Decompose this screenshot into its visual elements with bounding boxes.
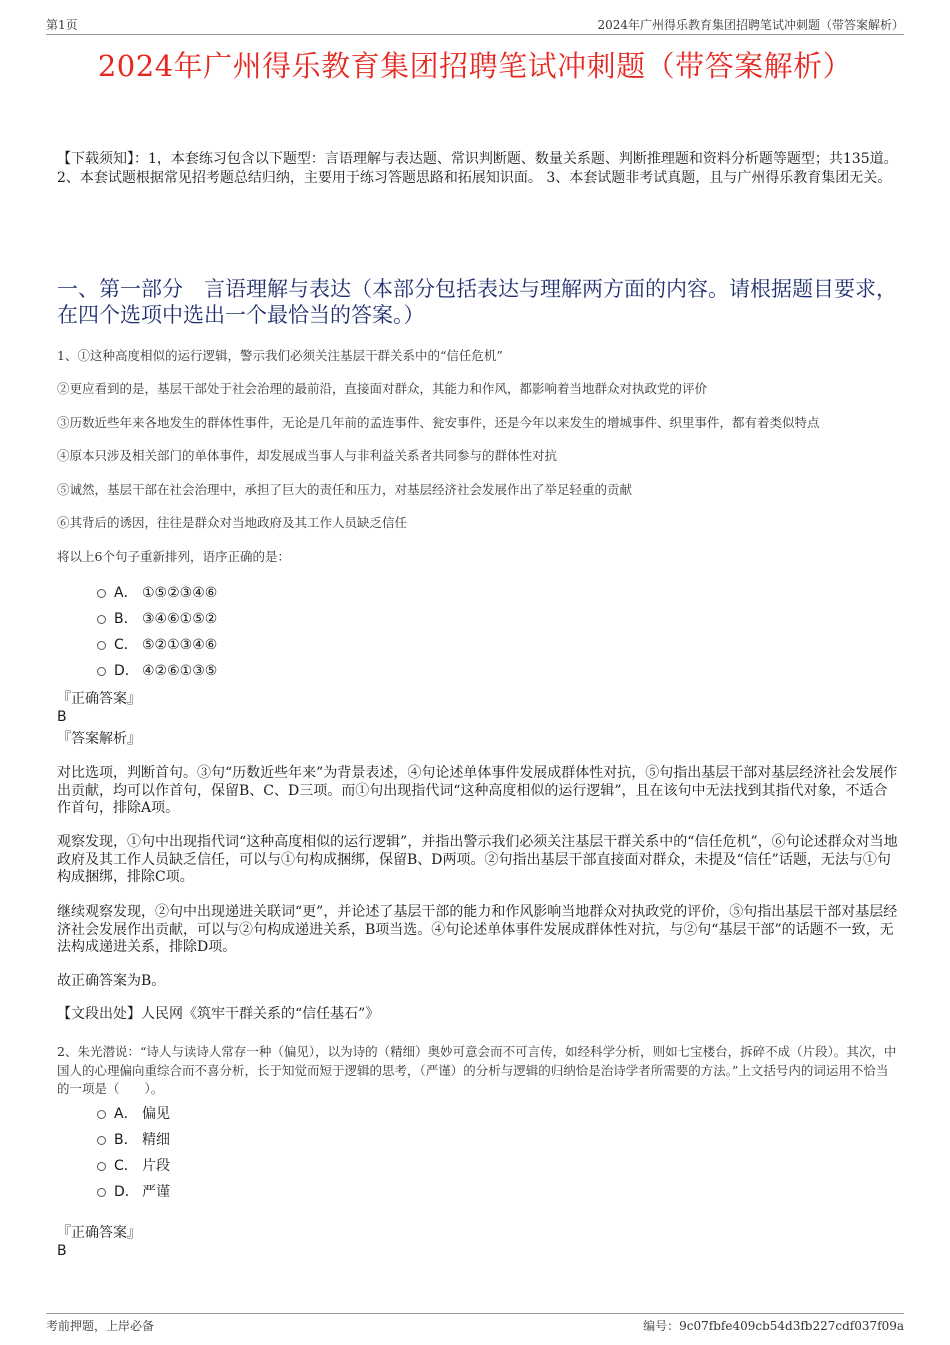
q1-sentence-5: ⑤诚然，基层干部在社会治理中，承担了巨大的责任和压力，对基层经济社会发展作出了举足轻重的贡献 — [57, 482, 633, 497]
footer-document-id: 编号：9c07fbfe409cb54d3fb227cdf037f09a — [643, 1319, 904, 1333]
q1-option-a[interactable]: A． ①⑤②③④⑥ — [97, 583, 217, 603]
q2-answer-label: 『正确答案』 — [57, 1225, 141, 1241]
q1-option-b[interactable]: B． ③④⑥①⑤② — [97, 609, 217, 629]
q1-analysis-p1: 对比选项，判断首句。③句“历数近些年来”为背景表述，④句论述单体事件发展成群体性对抗，⑤句指出基层干部对基层经济社会发展作出贡献，均可以作首句，保留B、C、D三项。而①句出现指代词“这种高度相似的运行逻辑”，且在该句中无法找到其指代对象，不适合作首句，排除A项。 — [57, 765, 898, 816]
q2-answer: B — [57, 1243, 67, 1259]
download-notice: 【下载须知】：1，本套练习包含以下题型：言语理解与表达题、常识判断题、数量关系题、判断推理题和资料分析题等题型；共135道。 2、本套试题根据常见招考题总结归纳，主要用于练习答题思路和拓展知识面。 3、本套试题非考试真题，且与广州得乐教育集团无关。 — [57, 151, 898, 186]
q1-analysis-p2: 观察发现，①句中出现指代词“这种高度相似的运行逻辑”，并指出警示我们必须关注基层干群关系中的“信任危机”，⑥句论述群众对当地政府及其工作人员缺乏信任，可以与①句构成捆绑，保留B、D两项。②句指出基层干部直接面对群众，未提及“信任”话题，无法与①句构成捆绑，排除C项。 — [57, 834, 898, 885]
q1-sentence-1: 1、①这种高度相似的运行逻辑，警示我们必须关注基层干群关系中的“信任危机” — [57, 348, 503, 363]
q1-source: 【文段出处】人民网《筑牢干群关系的“信任基石”》 — [57, 1006, 380, 1022]
radio-icon[interactable] — [97, 641, 106, 650]
document-title: 2024年广州得乐教育集团招聘笔试冲刺题（带答案解析） — [97, 49, 853, 83]
radio-icon[interactable] — [97, 1162, 106, 1171]
q1-sentence-3: ③历数近些年来各地发生的群体性事件，无论是几年前的孟连事件、瓮安事件，还是今年以来发生的增城事件、织里事件，都有着类似特点 — [57, 415, 820, 430]
q1-sentence-2: ②更应看到的是，基层干部处于社会治理的最前沿，直接面对群众，其能力和作风，都影响着当地群众对执政党的评价 — [57, 381, 708, 396]
footer-slogan: 考前押题，上岸必备 — [46, 1319, 155, 1333]
q2-option-c[interactable]: C． 片段 — [97, 1156, 170, 1176]
q2-stem: 2、朱光潜说：“诗人与读诗人常存一种（偏见），以为诗的（精细）奥妙可意会而不可言传，如经科学分析，则如七宝楼台，拆碎不成（片段）。其次，中国人的心理偏向重综合而不喜分析，长于知觉而短于逻辑的思考，（严谨）的分析与逻辑的归纳恰是治诗学者所需要的方法。”上文括号内的词运用不恰当的一项是（ ）。 — [57, 1044, 897, 1096]
page-footer — [46, 1313, 904, 1334]
page-number: 第1页 — [46, 18, 78, 32]
q2-option-d[interactable]: D． 严谨 — [97, 1182, 170, 1202]
q1-answer-label: 『正确答案』 — [57, 691, 141, 707]
radio-icon[interactable] — [97, 589, 106, 598]
q1-analysis-p4: 故正确答案为B。 — [57, 973, 166, 989]
q1-sentence-4: ④原本只涉及相关部门的单体事件，却发展成当事人与非利益关系者共同参与的群体性对抗 — [57, 448, 558, 463]
q1-prompt: 将以上6个句子重新排列，语序正确的是： — [57, 549, 290, 564]
q1-analysis-p3: 继续观察发现，②句中出现递进关联词“更”，并论述了基层干部的能力和作风影响当地群众对执政党的评价，⑤句指出基层干部对基层经济社会发展作出贡献，可以与②句构成递进关系，B项当选。④句论述单体事件发展成群体性对抗，与②句“基层干部”的话题不一致，无法构成递进关系，排除D项。 — [57, 904, 898, 955]
header-doc-title: 2024年广州得乐教育集团招聘笔试冲刺题（带答案解析） — [597, 18, 904, 32]
q1-option-d[interactable]: D． ④②⑥①③⑤ — [97, 661, 217, 681]
radio-icon[interactable] — [97, 667, 106, 676]
section-title: 一、第一部分 言语理解与表达（本部分包括表达与理解两方面的内容。请根据题目要求，在四个选项中选出一个最恰当的答案。） — [57, 277, 897, 327]
page-header — [46, 14, 904, 35]
q2-option-b[interactable]: B． 精细 — [97, 1130, 170, 1150]
q2-option-a[interactable]: A． 偏见 — [97, 1104, 170, 1124]
q1-analysis-label: 『答案解析』 — [57, 731, 141, 747]
q1-sentence-6: ⑥其背后的诱因，往往是群众对当地政府及其工作人员缺乏信任 — [57, 515, 408, 530]
q1-option-c[interactable]: C． ⑤②①③④⑥ — [97, 635, 217, 655]
q1-answer: B — [57, 709, 67, 725]
radio-icon[interactable] — [97, 1188, 106, 1197]
radio-icon[interactable] — [97, 1110, 106, 1119]
radio-icon[interactable] — [97, 615, 106, 624]
radio-icon[interactable] — [97, 1136, 106, 1145]
